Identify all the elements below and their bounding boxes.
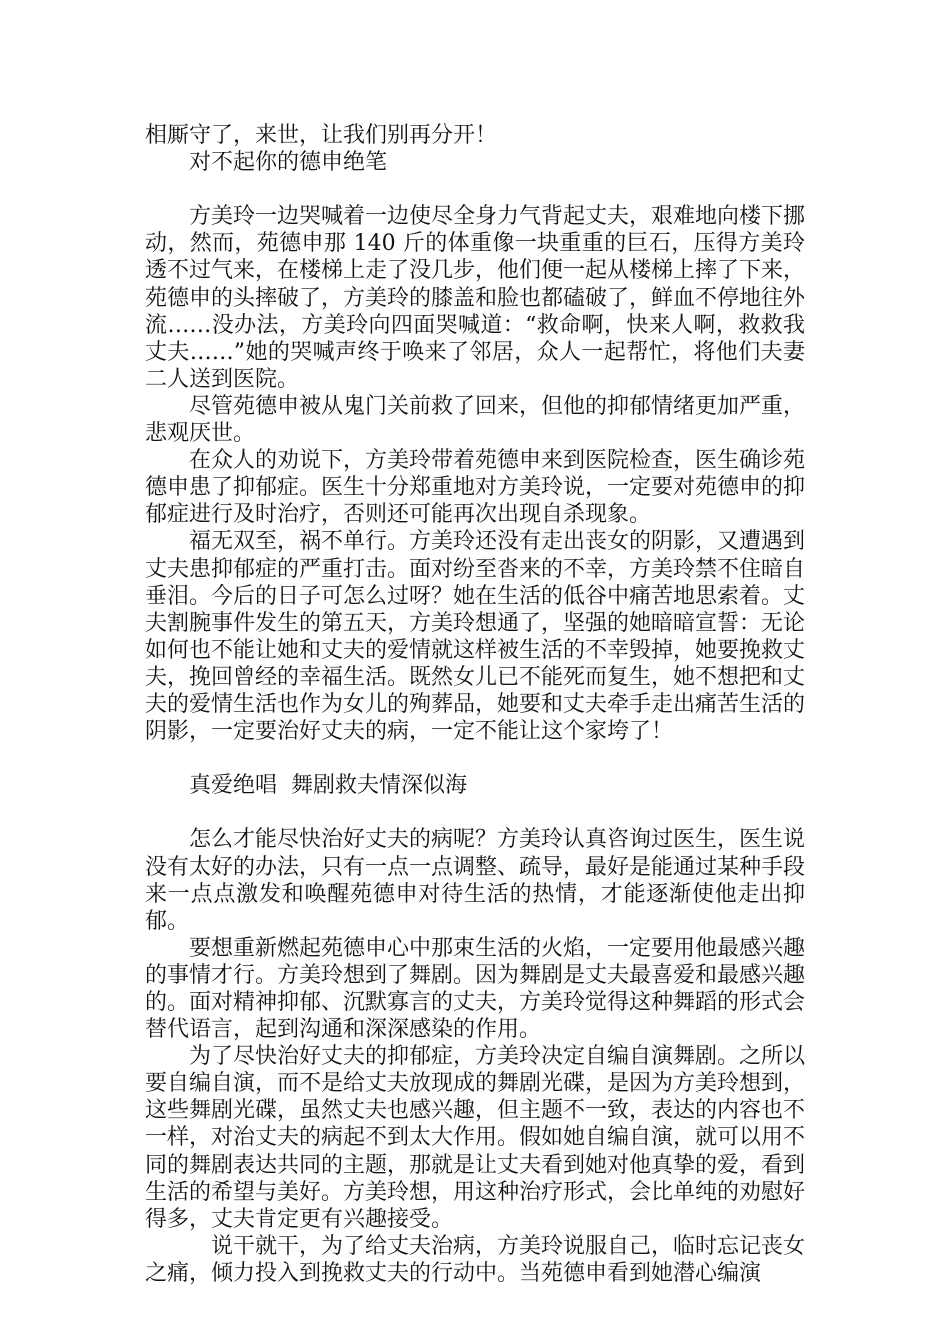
paragraph-body: 为了尽快治好丈夫的抑郁症，方美玲决定自编自演舞剧。之所以要自编自演，而不是给丈夫放现成的舞剧光碟，是因为方美玲想到，这些舞剧光碟，虽然丈夫也感兴趣，但主题不一致，表达的内容也不一样，对治丈夫的病起不到太大作用。假如她自编自演，就可以用不同的舞剧表达共同的主题，那就是让丈夫看到她对他真挚的爱，看到生活的希望与美好。方美玲想，用这种治疗形式，会比单纯的劝慰好得多，丈夫肯定更有兴趣接受。	[145, 1044, 806, 1232]
paragraph-body: 说干就干，为了给丈夫治病，方美玲说服自己，临时忘记丧女之痛，倾力投入到挽救丈夫的行动中。当苑德申看到她潜心编演	[145, 1233, 806, 1286]
blank-line	[145, 745, 805, 772]
paragraph-body: 尽管苑德申被从鬼门关前救了回来，但他的抑郁情绪更加严重，悲观厌世。	[145, 393, 806, 447]
paragraph-body: 怎么才能尽快治好丈夫的病呢？方美玲认真咨询过医生，医生说没有太好的办法，只有一点一点调整、疏导，最好是能通过某种手段来一点点激发和唤醒苑德申对待生活的热情，才能逐渐使他走出抑郁。	[145, 827, 806, 934]
paragraph-body: 方美玲一边哭喊着一边使尽全身力气背起丈夫，艰难地向楼下挪动，然而，苑德申那 140 斤的体重像一块重重的巨石，压得方美玲透不过气来，在楼梯上走了没几步，他们便一起从楼梯上摔了下来，苑德申的头摔破了，方美玲的膝盖和脸也都磕破了，鲜血不停地往外流……没办法，方美玲向四面哭喊道：“救命啊，快来人啊，救救我丈夫……”她的哭喊声终于唤来了邻居，众人一起帮忙，将他们夫妻二人送到医院。	[145, 204, 806, 392]
document-page	[145, 122, 805, 1287]
paragraph-letter-ending: 相厮守了，来世，让我们别再分开！	[145, 123, 498, 148]
blank-line	[145, 799, 805, 826]
paragraph-signature: 对不起你的德申绝笔	[189, 150, 388, 176]
paragraph-body: 要想重新燃起苑德申心中那束生活的火焰，一定要用他最感兴趣的事情才行。方美玲想到了舞剧。因为舞剧是丈夫最喜爱和最感兴趣的。面对精神抑郁、沉默寡言的丈夫，方美玲觉得这种舞蹈的形式会替代语言，起到沟通和深深感染的作用。	[145, 935, 806, 1043]
paragraph-body: 福无双至，祸不单行。方美玲还没有走出丧女的阴影，又遭遇到丈夫患抑郁症的严重打击。面对纷至沓来的不幸，方美玲禁不住暗自垂泪。今后的日子可怎么过呀？她在生活的低谷中痛苦地思索着。丈夫割腕事件发生的第五天，方美玲想通了，坚强的她暗暗宣誓：无论如何也不能让她和丈夫的爱情就这样被生活的不幸毁掉，她要挽救丈夫，挽回曾经的幸福生活。既然女儿已不能死而复生，她不想把和丈夫的爱情生活也作为女儿的殉葬品，她要和丈夫牵手走出痛苦生活的阴影，一定要治好丈夫的病，一定不能让这个家垮了！	[145, 529, 806, 745]
section-heading: 真爱绝唱 舞剧救夫情深似海	[189, 773, 467, 799]
blank-line	[145, 176, 805, 203]
paragraph-body: 在众人的劝说下，方美玲带着苑德申来到医院检查，医生确诊苑德申患了抑郁症。医生十分郑重地对方美玲说，一定要对苑德申的抑郁症进行及时治疗，否则还可能再次出现自杀现象。	[145, 448, 806, 528]
